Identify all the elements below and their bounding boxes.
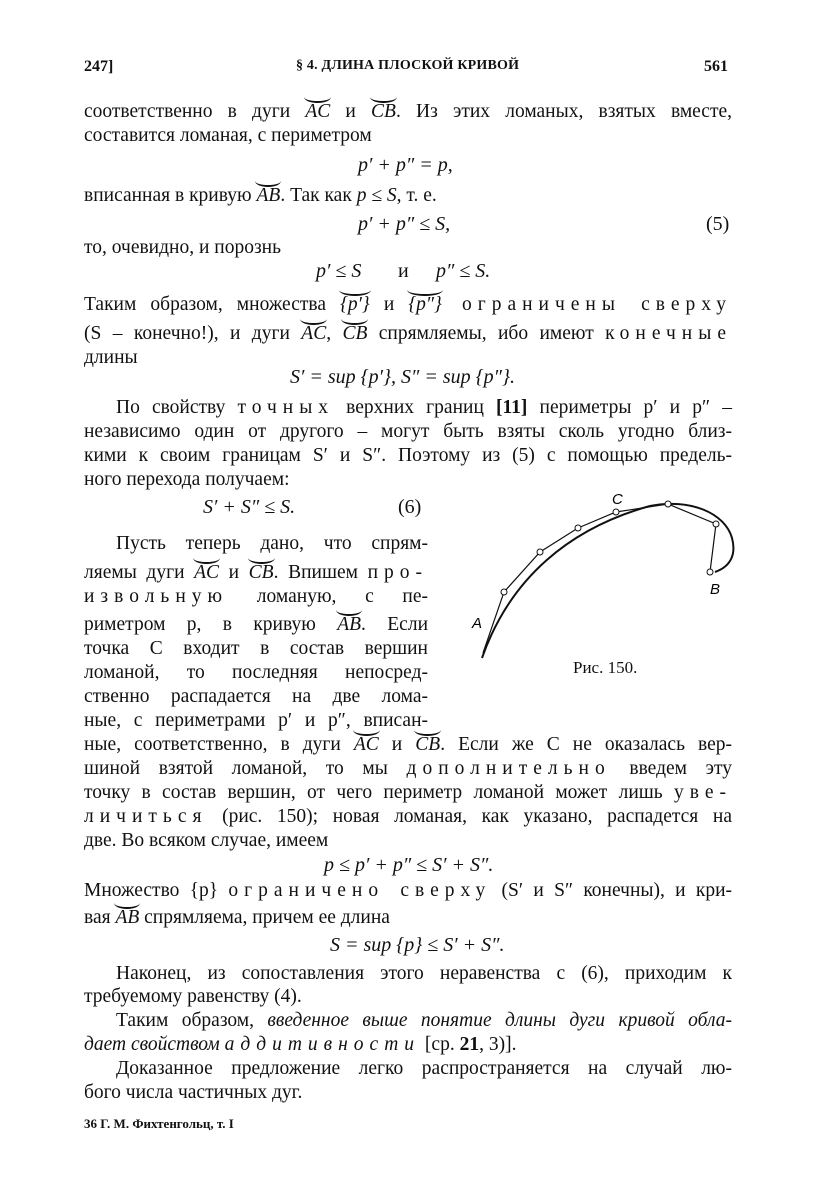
formula-3b: p″ ≤ S.: [436, 260, 491, 282]
text-line: личиться (рис. 150); новая ломаная, как указано, распадется на: [84, 806, 732, 827]
arc-cb: CB: [371, 101, 396, 122]
text-line: Пусть теперь дано, что спрям-: [116, 533, 428, 554]
running-title: § 4. ДЛИНА ПЛОСКОЙ КРИВОЙ: [296, 58, 520, 73]
text-line: шиной взятой ломаной, то мы дополнительно введем эту: [84, 758, 733, 779]
text-line: Множество {p} ограничено сверху (S′ и S″ конечны), и кри-: [84, 880, 732, 901]
arc-cb: CB: [415, 734, 441, 755]
formula-1: p′ + p″ = p,: [358, 154, 453, 176]
text-line: точка C входит в состав вершин: [84, 638, 428, 659]
vertex: [575, 525, 581, 531]
arc-ac: AC: [305, 101, 331, 122]
arc-ab: AB: [337, 614, 362, 635]
formula-5: S′ + S″ ≤ S.: [203, 496, 296, 518]
formula-4: S′ = sup {p′}, S″ = sup {p″}.: [290, 366, 515, 388]
formula-7: S = sup {p} ≤ S′ + S″.: [330, 934, 505, 956]
text-line: риметром p, в кривую AB. Если: [84, 614, 428, 635]
text-line: вписанная в кривую AB. Так как p ≤ S, т. е.: [84, 185, 437, 206]
page-number: 561: [704, 58, 728, 75]
formula-2: p′ + p″ ≤ S,: [358, 213, 451, 235]
text-line: Таким образом, множества {p′} и {p″} ограничены сверху: [84, 294, 732, 315]
arc-ab: AB: [256, 185, 281, 206]
formula-6: p ≤ p′ + p″ ≤ S′ + S″.: [324, 854, 494, 876]
formula-3a: p′ ≤ S: [316, 260, 362, 282]
text-line: Таким образом, введенное выше понятие длины дуги кривой обла-: [116, 1010, 732, 1031]
text-line: (S – конечно!), и дуги AC, CB спрямляемы, ибо имеют конечные: [84, 323, 732, 344]
section-number: 247]: [84, 58, 114, 75]
inscribed-polyline: [483, 504, 716, 653]
text-line: ственно распадается на две лома-: [84, 686, 428, 707]
vertex-b: [707, 569, 713, 575]
curve-ab: [482, 504, 733, 658]
vertex: [713, 521, 719, 527]
text-line: соответственно в дуги AC и CB. Из этих ломаных, взятых вместе,: [84, 101, 733, 122]
label-c: C: [612, 491, 623, 508]
text-line: независимо один от другого – могут быть взяты сколь угодно близ-: [84, 421, 732, 442]
text-line: вая AB спрямляема, причем ее длина: [84, 907, 390, 928]
text-line: ного перехода получаем:: [84, 469, 290, 490]
text-line: ломаной, то последняя непосред-: [84, 662, 428, 683]
text-line: ные, с периметрами p′ и p″, вписан-: [84, 710, 428, 731]
vertex: [613, 509, 619, 515]
text-line: требуемому равенству (4).: [84, 986, 302, 1007]
formula-3-and: и: [398, 260, 409, 282]
label-b: B: [710, 581, 721, 598]
text-line: Наконец, из сопоставления этого неравенства с (6), приходим к: [116, 963, 732, 984]
text-line: Доказанное предложение легко распространяется на случай лю-: [116, 1058, 732, 1079]
arc-ac: AC: [194, 562, 220, 583]
vertex-c: [665, 501, 671, 507]
text-line: кими к своим границам S′ и S″. Поэтому из (5) с помощью предель-: [84, 445, 732, 466]
equation-number-6: (6): [398, 496, 422, 518]
arc-ac: AC: [301, 323, 327, 344]
footer-signature: 36 Г. М. Фихтенгольц, т. I: [84, 1116, 234, 1131]
figure-150: [470, 488, 760, 668]
text-line: извольную ломаную, с пе-: [84, 586, 428, 607]
text-line: то, очевидно, и порознь: [84, 237, 281, 258]
label-a: A: [472, 615, 483, 632]
vertex: [501, 589, 507, 595]
text-line: бого числа частичных дуг.: [84, 1082, 303, 1103]
text-line: две. Во всяком случае, имеем: [84, 830, 329, 851]
equation-number-5: (5): [706, 213, 730, 235]
figure-caption: Рис. 150.: [573, 658, 638, 677]
text-line: ляемы дуги AC и CB. Впишем про-: [84, 562, 428, 583]
text-line: точку в состав вершин, от чего периметр ломаной может лишь уве-: [84, 782, 732, 803]
text-line: дает свойством аддитивности [ср. 21, 3)].: [84, 1034, 517, 1055]
text-line: ные, соответственно, в дуги AC и CB. Если же C не оказалась вер-: [84, 734, 732, 755]
text-line: длины: [84, 347, 138, 368]
text-line: По свойству точных верхних границ [11] периметры p′ и p″ –: [116, 397, 732, 418]
arc-ab: AB: [115, 907, 140, 928]
text-line: составится ломаная, с периметром: [84, 125, 372, 146]
arc-ac: AC: [353, 734, 379, 755]
vertex: [537, 549, 543, 555]
arc-cb: CB: [342, 323, 368, 344]
arc-cb: CB: [248, 562, 274, 583]
